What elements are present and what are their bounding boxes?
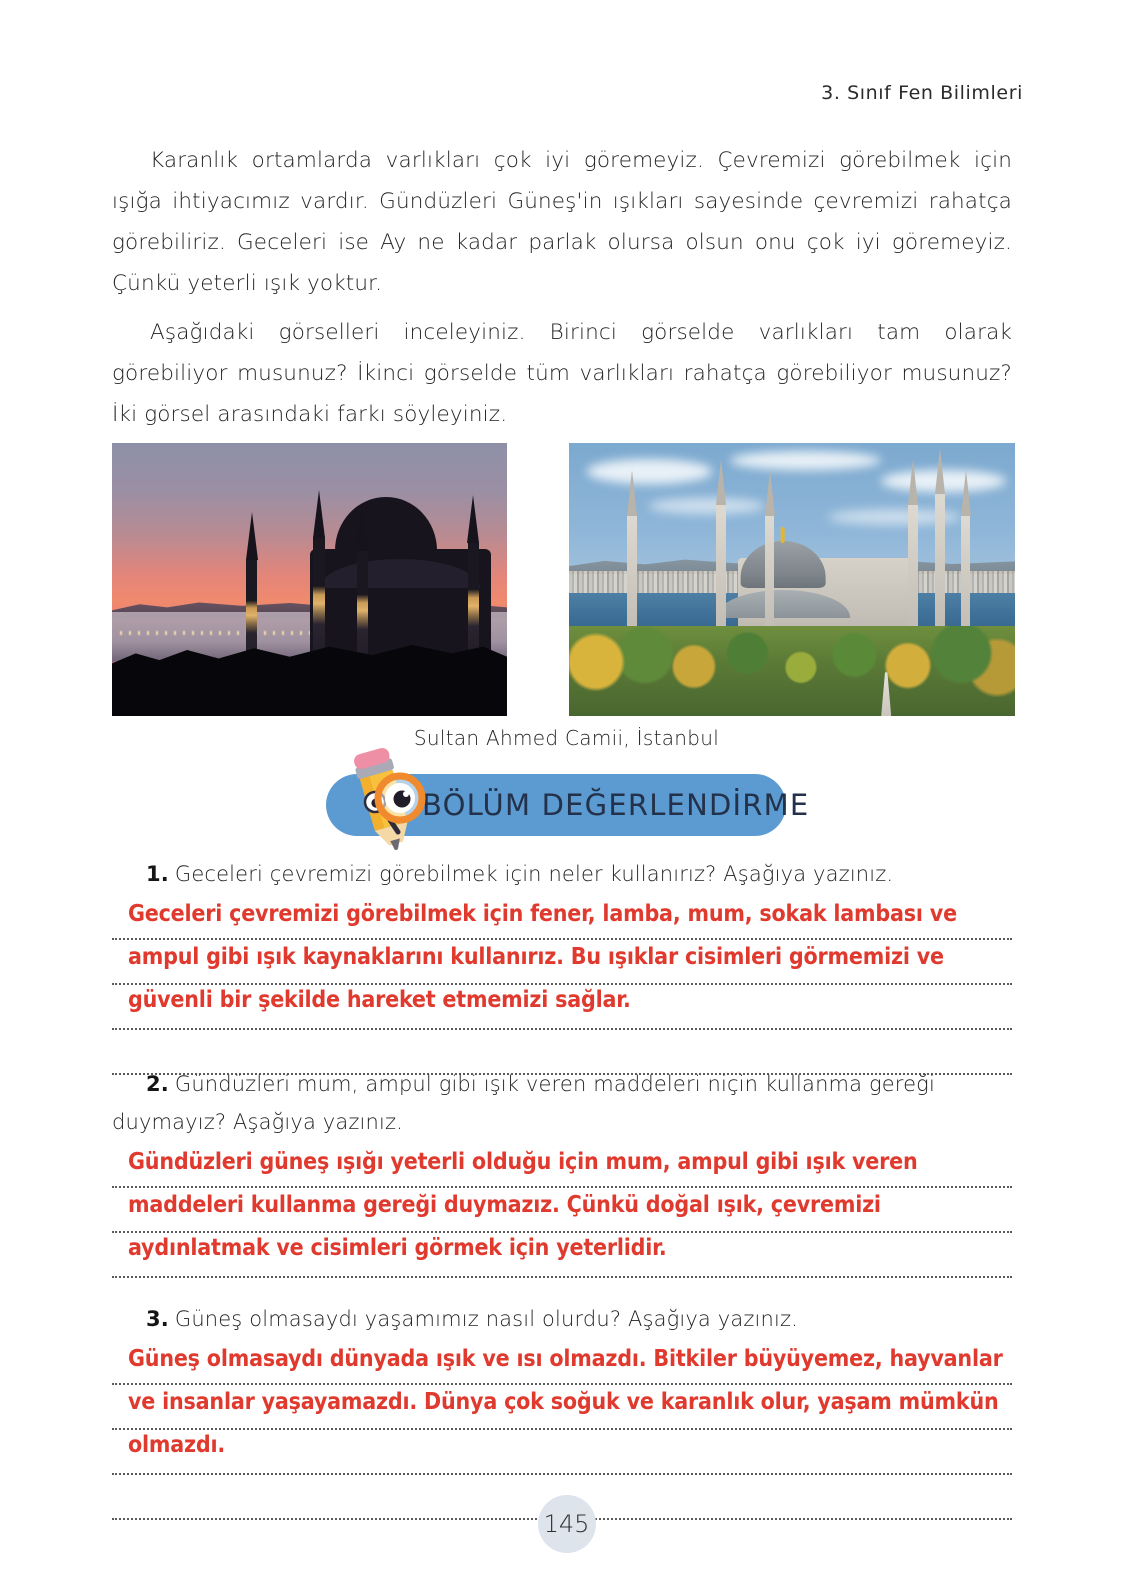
- photo-mosque-night: [112, 443, 507, 716]
- cloud: [587, 459, 712, 484]
- question-1-text: Geceleri çevremizi görebilmek için neler kullanırız? Aşağıya yazınız.: [174, 862, 894, 886]
- banner-title: BÖLÜM DEĞERLENDİRME: [422, 788, 810, 822]
- question-3: [112, 1300, 1012, 1520]
- question-1-prompt: [112, 855, 1012, 893]
- cloud: [649, 498, 765, 514]
- question-1-number: 1.: [146, 862, 169, 886]
- pencil-magnifier-mascot-icon: [342, 746, 436, 852]
- section-banner: [326, 774, 810, 836]
- day-autumn-trees: [569, 626, 1015, 716]
- question-2-number: 2.: [146, 1072, 169, 1096]
- intro-paragraph-2: Aşağıdaki görselleri inceleyiniz. Birinci görselde varlıkları tam olarak görebiliyor musunuz? İkinci görselde tüm varlıkları rahatça görebiliyor musunuz? İki görsel arasındaki farkı söyleyiniz.: [112, 320, 1012, 427]
- question-3-answer-text: Güneş olmasaydı dünyada ışık ve ısı olmazdı. Bitkiler büyüyemez, hayvanlar ve insanlar yaşayamazdı. Dünya çok soğuk ve karanlık olur, yaşam mümkün olmazdı.: [128, 1346, 1010, 1458]
- question-3-text: Güneş olmasaydı yaşamımız nasıl olurdu? Aşağıya yazınız.: [174, 1307, 798, 1331]
- question-2-answer-text: Gündüzleri güneş ışığı yeterli olduğu için mum, ampul gibi ışık veren maddeleri kullanma gereği duymazız. Çünkü doğal ışık, çevremizi aydınlatmak ve cisimleri görmek için yeterlidir.: [128, 1149, 925, 1261]
- figure-photo-pair: [112, 443, 1015, 716]
- photo-mosque-day: [569, 443, 1015, 716]
- intro-paragraph-1: Karanlık ortamlarda varlıkları çok iyi göremeyiz. Çevremizi görebilmek için ışığa ihtiyacımız vardır. Gündüzleri Güneş'in ışıkları sayesinde çevremizi rahatça görebiliriz. Geceleri ise Ay ne kadar parlak olursa olsun onu çok iyi göremeyiz. Çünkü yeterli ışık yoktur.: [112, 148, 1012, 296]
- question-2-prompt: [112, 1065, 1012, 1141]
- question-3-answer-area[interactable]: [112, 1340, 1012, 1520]
- running-head: 3. Sınıf Fen Bilimleri: [821, 82, 1023, 104]
- question-3-prompt: [112, 1300, 1012, 1338]
- question-2-answer-area[interactable]: [112, 1143, 1012, 1278]
- question-2: [112, 1065, 1012, 1278]
- question-1-answer-area[interactable]: [112, 895, 1012, 1075]
- page-number-badge: 145: [538, 1495, 596, 1553]
- question-3-number: 3.: [146, 1307, 169, 1331]
- figure-caption: Sultan Ahmed Camii, İstanbul: [413, 726, 720, 750]
- body-text-column: [112, 140, 1012, 443]
- question-2-text: Gündüzleri mum, ampul gibi ışık veren maddeleri niçin kullanma gereği duymayız? Aşağıya yazınız.: [112, 1072, 935, 1134]
- question-1: [112, 855, 1012, 1075]
- question-1-answer-text: Geceleri çevremizi görebilmek için fener, lamba, mum, sokak lambası ve ampul gibi ışık kaynaklarını kullanırız. Bu ışıklar cisimleri görmemizi ve güvenli bir şekilde hareket etmemizi sağlar.: [128, 901, 964, 1013]
- dusk-city-lights: [120, 631, 341, 635]
